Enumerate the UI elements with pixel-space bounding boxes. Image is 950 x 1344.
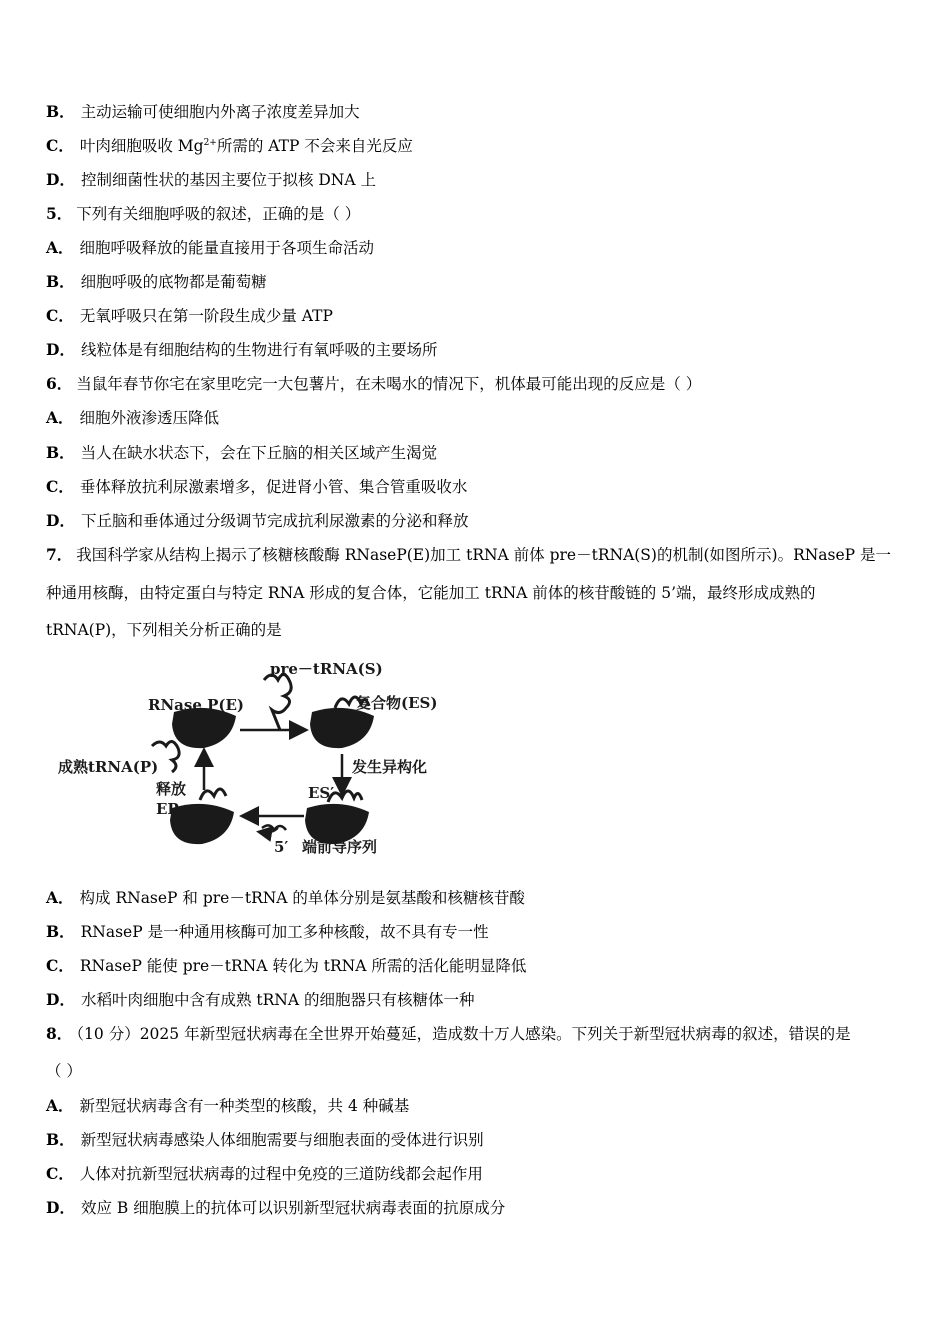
label-leader: 端前导序列 bbox=[302, 838, 378, 856]
rnasep-mechanism-figure bbox=[52, 650, 460, 865]
option-4d: D． 控制细菌性状的基因主要位于拟核 DNA 上 bbox=[46, 170, 376, 189]
option-4b: B． 主动运输可使细胞内外离子浓度差异加大 bbox=[46, 102, 360, 121]
rnasep-diagram bbox=[52, 650, 460, 865]
option-7b: B． RNaseP 是一种通用核酶可加工多种核酸，故不具有专一性 bbox=[46, 922, 489, 941]
question-6: 6． 当鼠年春节你宅在家里吃完一大包薯片，在未喝水的情况下，机体最可能出现的反应是（ ） bbox=[46, 374, 702, 393]
option-7c: C． RNaseP 能使 pre－tRNA 转化为 tRNA 所需的活化能明显降低 bbox=[46, 956, 527, 975]
label-release: 释放 bbox=[156, 780, 187, 798]
option-8c: C． 人体对抗新型冠状病毒的过程中免疫的三道防线都会起作用 bbox=[46, 1164, 483, 1183]
label-pre-trna: pre－tRNA(S) bbox=[270, 660, 383, 678]
option-6b: B． 当人在缺水状态下，会在下丘脑的相关区域产生渴觉 bbox=[46, 443, 438, 462]
option-5a: A． 细胞呼吸释放的能量直接用于各项生命活动 bbox=[46, 238, 375, 257]
option-6a: A． 细胞外液渗透压降低 bbox=[46, 408, 220, 427]
label-5-prime: 5′ bbox=[274, 838, 289, 856]
label-isomerize: 发生异构化 bbox=[352, 758, 428, 776]
option-5d: D． 线粒体是有细胞结构的生物进行有氧呼吸的主要场所 bbox=[46, 340, 438, 359]
option-6c: C． 垂体释放抗利尿激素增多，促进肾小管、集合管重吸收水 bbox=[46, 477, 468, 496]
option-8d: D． 效应 B 细胞膜上的抗体可以识别新型冠状病毒表面的抗原成分 bbox=[46, 1198, 506, 1217]
label-mature-trna: 成熟tRNA(P) bbox=[58, 758, 159, 776]
question-7-line-3: tRNA(P)，下列相关分析正确的是 bbox=[46, 621, 282, 639]
option-7d: D． 水稻叶肉细胞中含有成熟 tRNA 的细胞器只有核糖体一种 bbox=[46, 990, 475, 1009]
pre-trna-shape bbox=[264, 674, 291, 730]
question-8-line-2: （ ） bbox=[46, 1062, 82, 1080]
label-es-prime: ES′ bbox=[308, 784, 335, 802]
option-4c: C． 叶肉细胞吸收 $Mg^{2+}$所需的 ATP 不会来自光反应 bbox=[46, 136, 413, 155]
question-5: 5． 下列有关细胞呼吸的叙述，正确的是（ ） bbox=[46, 204, 361, 223]
question-7-line-1: 7． 我国科学家从结构上揭示了核糖核酸酶 RNaseP(E)加工 tRNA 前体 pre－tRNA(S)的机制(如图所示)。RNaseP 是一 bbox=[46, 545, 892, 564]
label-complex: 复合物(ES) bbox=[356, 694, 438, 712]
option-5b: B． 细胞呼吸的底物都是葡萄糖 bbox=[46, 272, 267, 291]
leader-shape bbox=[262, 825, 286, 830]
question-8-line-1: 8． （10 分）2025 年新型冠状病毒在全世界开始蔓延，造成数十万人感染。下列关于新型冠状病毒的叙述，错误的是 bbox=[46, 1024, 851, 1043]
question-7-line-2: 种通用核酶，由特定蛋白与特定 RNA 形成的复合体，它能加工 tRNA 前体的核苷酸链的 5’端，最终形成成熟的 bbox=[46, 584, 816, 602]
option-8a: A． 新型冠状病毒含有一种类型的核酸，共 4 种碱基 bbox=[46, 1096, 410, 1115]
option-8b: B． 新型冠状病毒感染人体细胞需要与细胞表面的受体进行识别 bbox=[46, 1130, 484, 1149]
label-ep: EP bbox=[156, 800, 179, 818]
label-rnasep: RNase P(E) bbox=[148, 696, 245, 714]
option-6d: D． 下丘脑和垂体通过分级调节完成抗利尿激素的分泌和释放 bbox=[46, 511, 469, 530]
option-5c: C． 无氧呼吸只在第一阶段生成少量 ATP bbox=[46, 306, 333, 325]
option-7a: A． 构成 RNaseP 和 pre－tRNA 的单体分别是氨基酸和核糖核苷酸 bbox=[46, 888, 525, 907]
